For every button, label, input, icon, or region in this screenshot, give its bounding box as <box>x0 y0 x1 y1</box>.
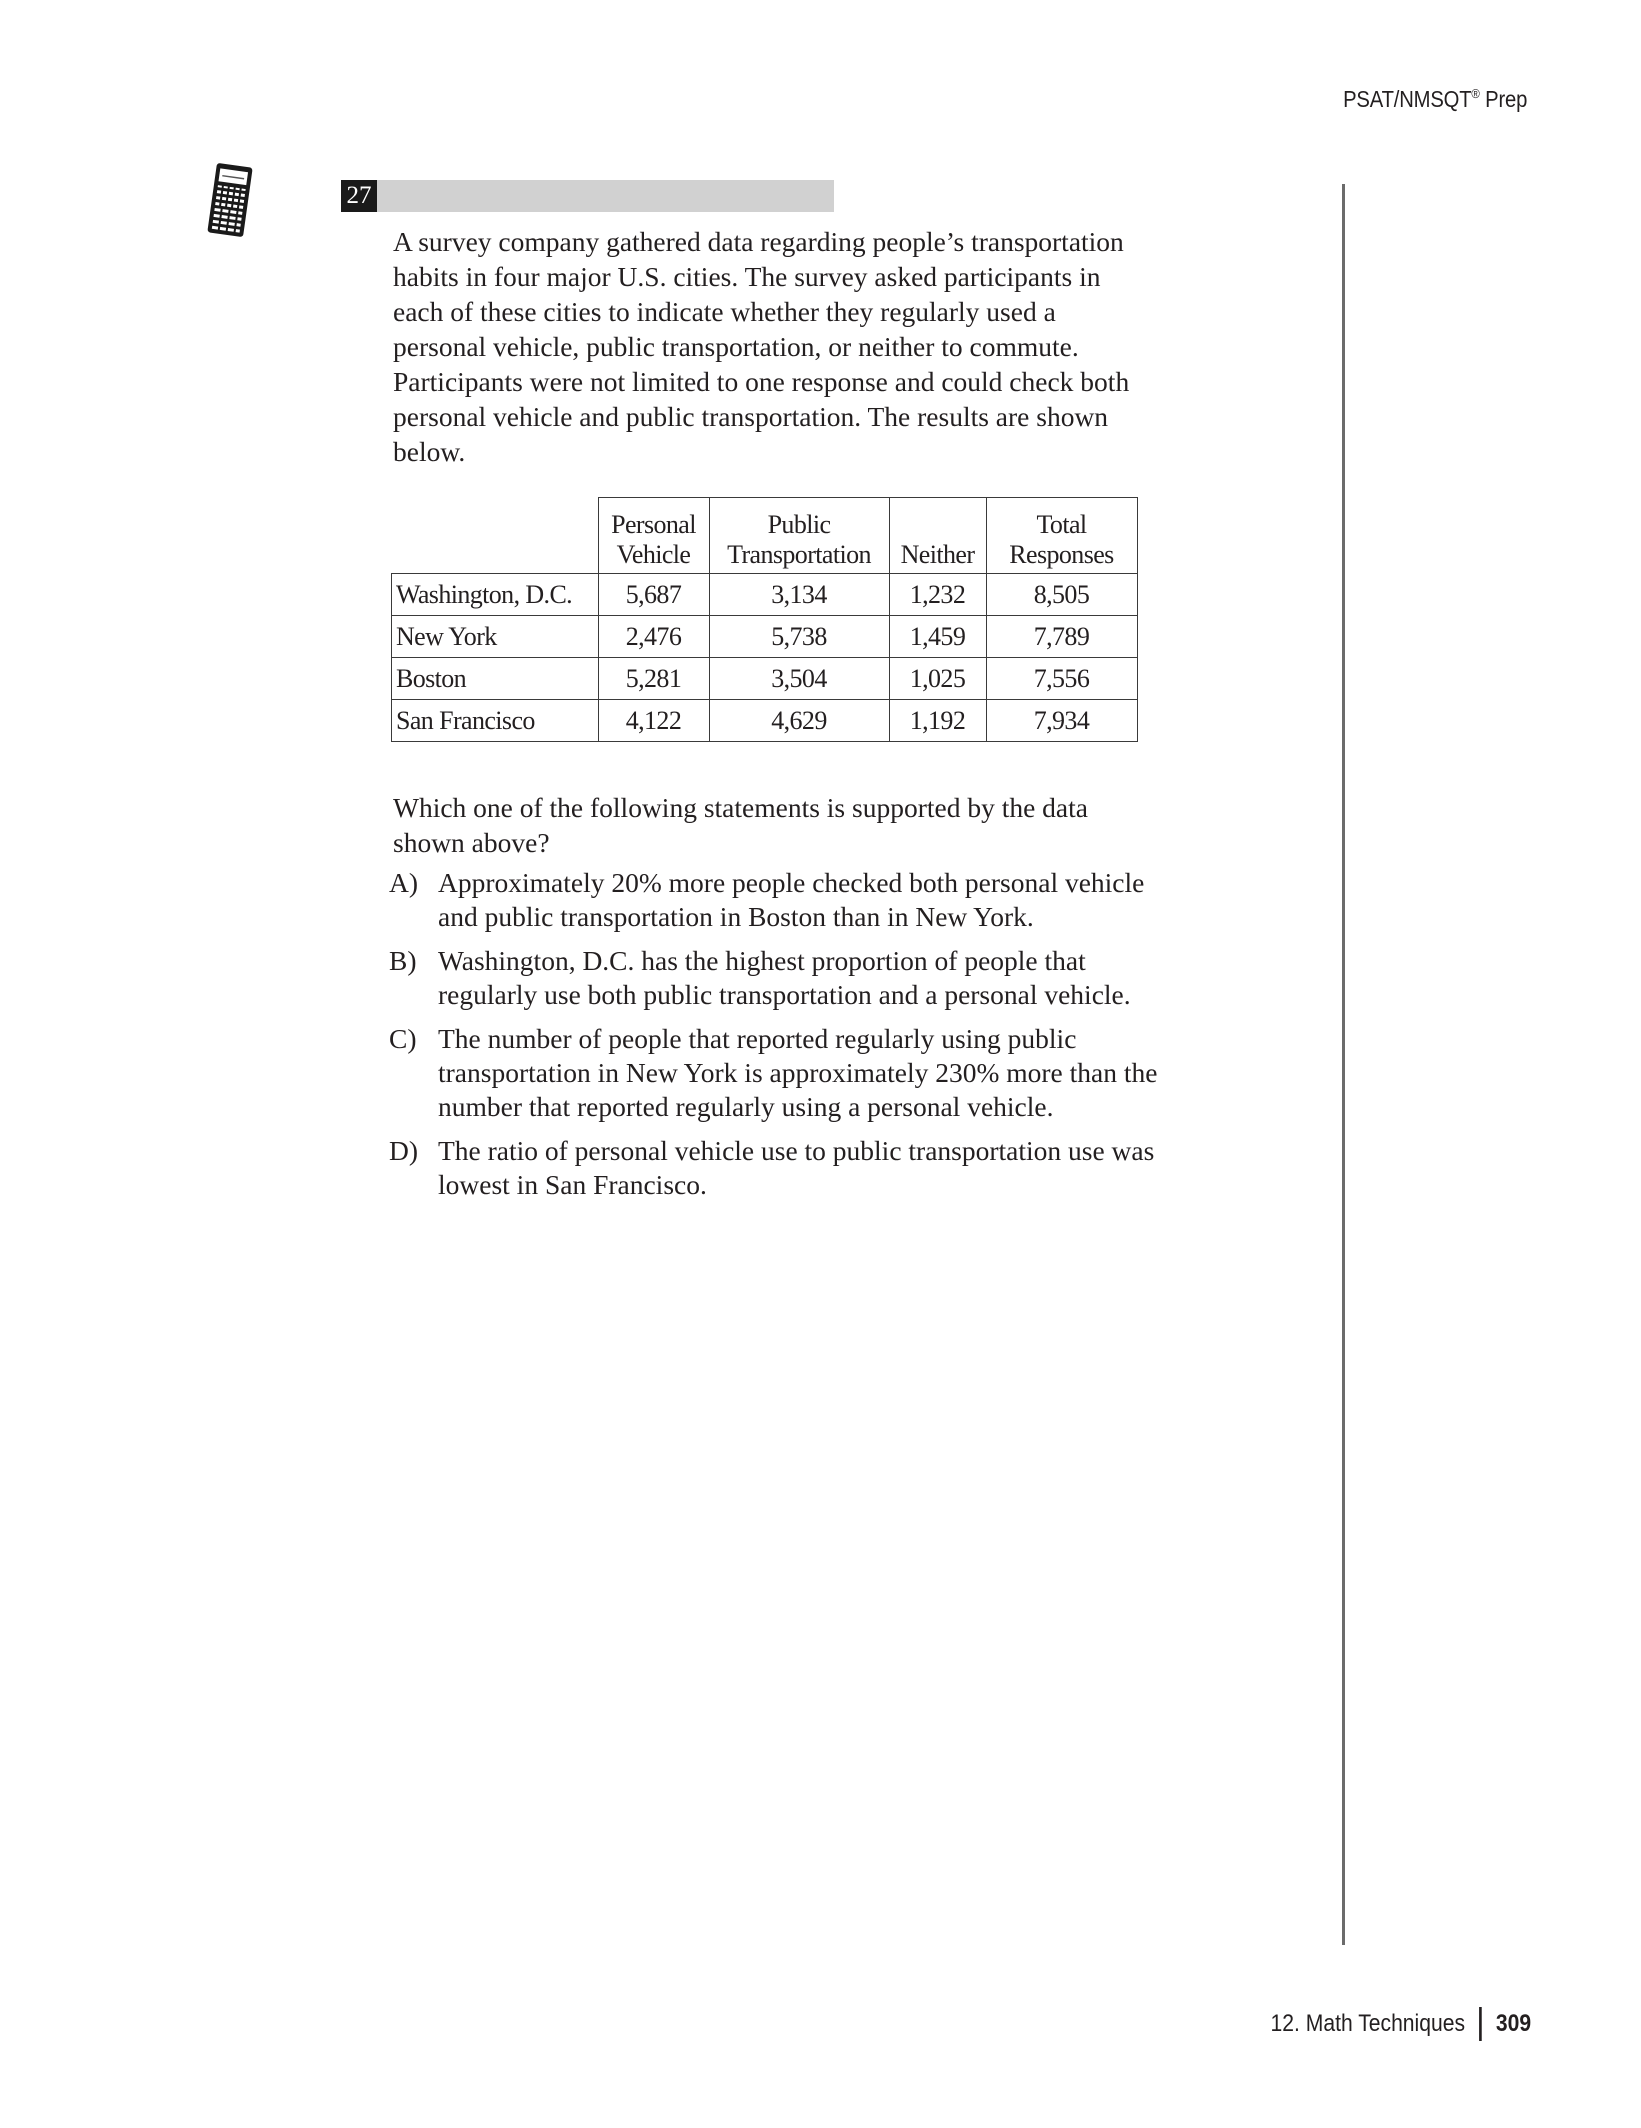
page-footer <box>1270 2007 1531 2041</box>
running-head <box>1343 86 1527 113</box>
choice-text: The number of people that reported regularly using public transportation in New York is approximately 230% more than the number that reported regularly using a personal vehicle. <box>438 1023 1158 1122</box>
cell-neither: 1,459 <box>889 616 986 658</box>
question-prompt-text: Which one of the following statements is supported by the data shown above? <box>393 792 1088 858</box>
table-corner <box>392 498 599 574</box>
question-header-bar <box>341 180 834 212</box>
table-header-row <box>392 498 1138 574</box>
calculator-icon <box>205 162 255 238</box>
question-stem-text: A survey company gathered data regarding people’s transportation habits in four major U.S. cities. The survey asked participants in each of these cities to indicate whether they regularly used a personal vehicle, public transportation, or neither to commute. Participants were not limited to one response and could check both personal vehicle and public transportation. The results are shown below. <box>393 226 1130 467</box>
choice-letter: D) <box>389 1135 419 1166</box>
table-row <box>392 700 1138 742</box>
registered-mark: ® <box>1471 86 1480 101</box>
table-row <box>392 658 1138 700</box>
cell-personal-vehicle: 5,281 <box>598 658 709 700</box>
cell-total-responses: 8,505 <box>986 574 1137 616</box>
answer-choice-b[interactable] <box>389 944 1169 1012</box>
choice-text: Washington, D.C. has the highest proportion of people that regularly use both public transportation and a personal vehicle. <box>438 945 1131 1010</box>
cell-public-transportation: 3,504 <box>709 658 889 700</box>
col-header-public-transportation: Public Transportation <box>709 498 889 574</box>
row-city: Washington, D.C. <box>392 574 599 616</box>
choice-letter: C) <box>389 1023 417 1054</box>
row-city: New York <box>392 616 599 658</box>
answer-choice-c[interactable] <box>389 1022 1169 1124</box>
question-prompt <box>393 790 1153 860</box>
cell-personal-vehicle: 2,476 <box>598 616 709 658</box>
cell-personal-vehicle: 4,122 <box>598 700 709 742</box>
cell-personal-vehicle: 5,687 <box>598 574 709 616</box>
choice-letter: B) <box>389 945 417 976</box>
choice-text: The ratio of personal vehicle use to public transportation use was lowest in San Francisco. <box>438 1135 1155 1200</box>
question-number: 27 <box>341 180 377 212</box>
cell-public-transportation: 3,134 <box>709 574 889 616</box>
cell-total-responses: 7,556 <box>986 658 1137 700</box>
cell-total-responses: 7,934 <box>986 700 1137 742</box>
chapter-title: 12. Math Techniques <box>1270 2010 1465 2037</box>
cell-neither: 1,025 <box>889 658 986 700</box>
answer-choice-a[interactable] <box>389 866 1169 934</box>
cell-public-transportation: 4,629 <box>709 700 889 742</box>
running-head-title: PSAT/NMSQT <box>1342 86 1472 112</box>
col-header-neither: Neither <box>889 498 986 574</box>
answer-choices <box>389 866 1169 1212</box>
row-city: San Francisco <box>392 700 599 742</box>
cell-total-responses: 7,789 <box>986 616 1137 658</box>
page-number: 309 <box>1495 2010 1531 2037</box>
table-row <box>392 574 1138 616</box>
row-city: Boston <box>392 658 599 700</box>
col-header-total-responses: Total Responses <box>986 498 1137 574</box>
survey-table <box>391 497 1138 742</box>
answer-choice-d[interactable] <box>389 1134 1169 1202</box>
cell-neither: 1,232 <box>889 574 986 616</box>
footer-divider <box>1479 2007 1482 2041</box>
question-stem <box>393 224 1153 469</box>
table-row <box>392 616 1138 658</box>
cell-neither: 1,192 <box>889 700 986 742</box>
choice-text: Approximately 20% more people checked both personal vehicle and public transportation in Boston than in New York. <box>438 867 1145 932</box>
margin-rule <box>1342 184 1345 1945</box>
col-header-personal-vehicle: Personal Vehicle <box>598 498 709 574</box>
cell-public-transportation: 5,738 <box>709 616 889 658</box>
choice-letter: A) <box>389 867 419 898</box>
running-head-suffix: Prep <box>1484 86 1527 112</box>
